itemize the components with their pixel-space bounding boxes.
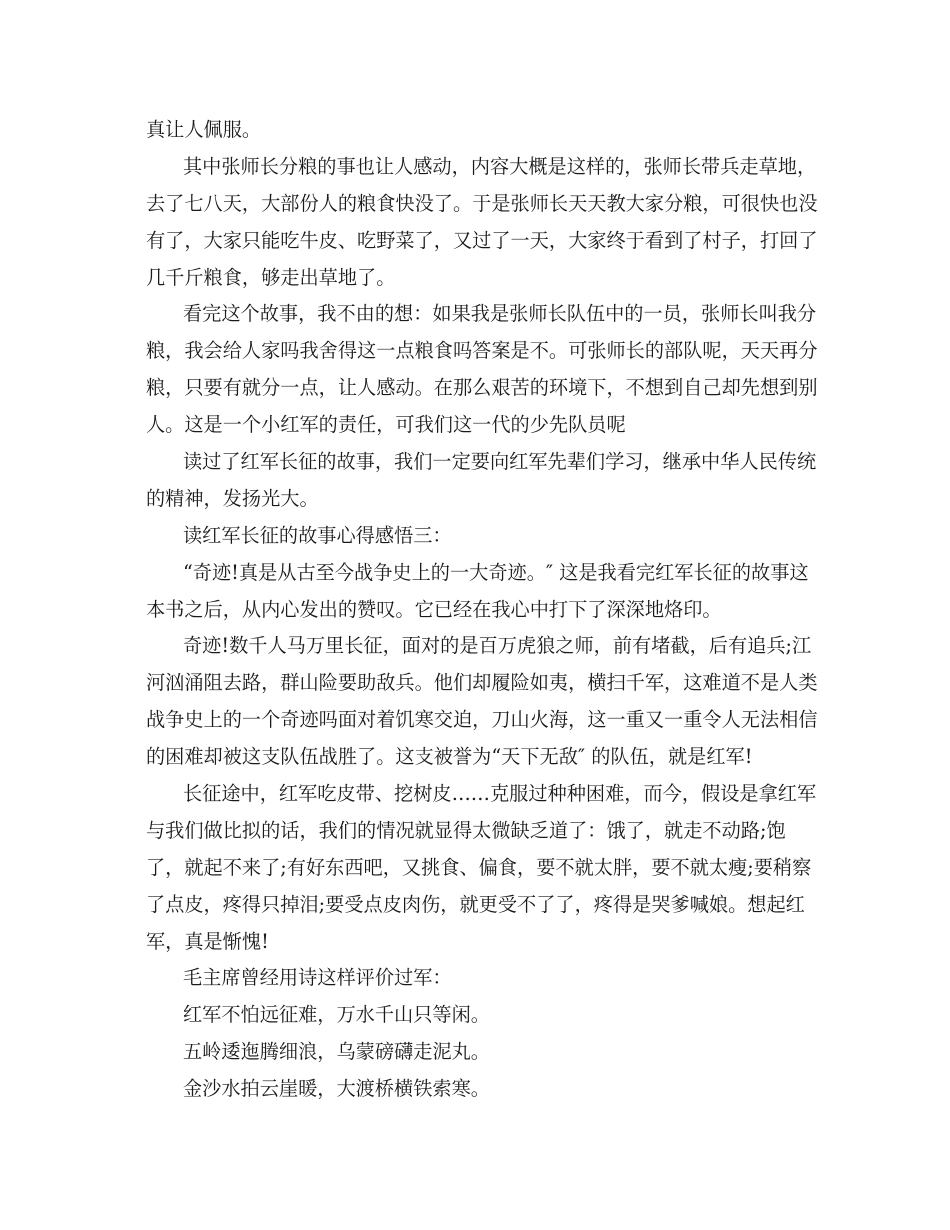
text-line: 看完这个故事，我不由的想：如果我是张师长队伍中的一员，张师长叫我分 <box>183 302 817 326</box>
text-line: 战争史上的一个奇迹吗面对着饥寒交迫，刀山火海，这一重又一重令人无法相信 <box>146 708 818 732</box>
text-line: 本书之后，从内心发出的赞叹。它已经在我心中打下了深深地烙印。 <box>146 597 722 621</box>
text-line: 的精神，发扬光大。 <box>146 486 319 510</box>
text-line: 长征途中，红军吃皮带、挖树皮……克服过种种困难，而今，假设是拿红军 <box>183 782 817 806</box>
text-line: 粮，只要有就分一点，让人感动。在那么艰苦的环境下，不想到自己却先想到别 <box>146 376 818 400</box>
text-line: 河汹涌阻去路，群山险要助敌兵。他们却履险如夷，横扫千军，这难道不是人类 <box>146 671 818 695</box>
text-line: 粮，我会给人家吗我舍得这一点粮食吗答案是不。可张师长的部队呢，天天再分 <box>146 339 818 363</box>
text-line: 金沙水拍云崖暖，大渡桥横铁索寒。 <box>183 1077 490 1101</box>
text-line: 真让人佩服。 <box>146 118 262 141</box>
text-line: 去了七八天，大部份人的粮食快没了。于是张师长天天教大家分粮，可很快也没 <box>146 191 818 215</box>
text-line: 与我们做比拟的话，我们的情况就显得太微缺乏道了：饿了，就走不动路;饱 <box>146 818 786 842</box>
text-line: 了点皮，疼得只掉泪;要受点皮肉伤，就更受不了了，疼得是哭爹喊娘。想起红 <box>146 892 805 916</box>
text-line: 五岭逶迤腾细浪，乌蒙磅礴走泥丸。 <box>183 1040 490 1064</box>
text-line: 读红军长征的故事心得感悟三： <box>183 523 452 547</box>
text-line: 军，真是惭愧! <box>146 929 269 953</box>
text-line: 有了，大家只能吃牛皮、吃野菜了，又过了一天，大家终于看到了村子，打回了 <box>146 228 818 252</box>
text-line: 了，就起不来了;有好东西吧，又挑食、偏食，要不就太胖，要不就太瘦;要稍察 <box>146 855 812 879</box>
text-line: 奇迹!数千人马万里长征，面对的是百万虎狼之师，前有堵截，后有追兵;江 <box>183 634 812 658</box>
text-line: 其中张师长分粮的事也让人感动，内容大概是这样的，张师长带兵走草地， <box>183 154 817 178</box>
document-page <box>146 112 818 1108</box>
text-line: “奇迹!真是从古至今战争史上的一大奇迹。″ 这是我看完红军长征的故事这 <box>183 560 809 584</box>
text-line: 红军不怕远征难，万水千山只等闲。 <box>183 1003 490 1027</box>
text-line: 毛主席曾经用诗这样评价过军： <box>183 966 452 990</box>
text-line: 几千斤粮食，够走出草地了。 <box>146 265 396 289</box>
text-line: 读过了红军长征的故事，我们一定要向红军先辈们学习，继承中华人民传统 <box>183 450 817 474</box>
text-line: 人。这是一个小红军的责任，可我们这一代的少先队员呢 <box>146 413 626 437</box>
text-line: 的困难却被这支队伍战胜了。这支被誉为“天下无敌″ 的队伍，就是红军! <box>146 745 753 769</box>
